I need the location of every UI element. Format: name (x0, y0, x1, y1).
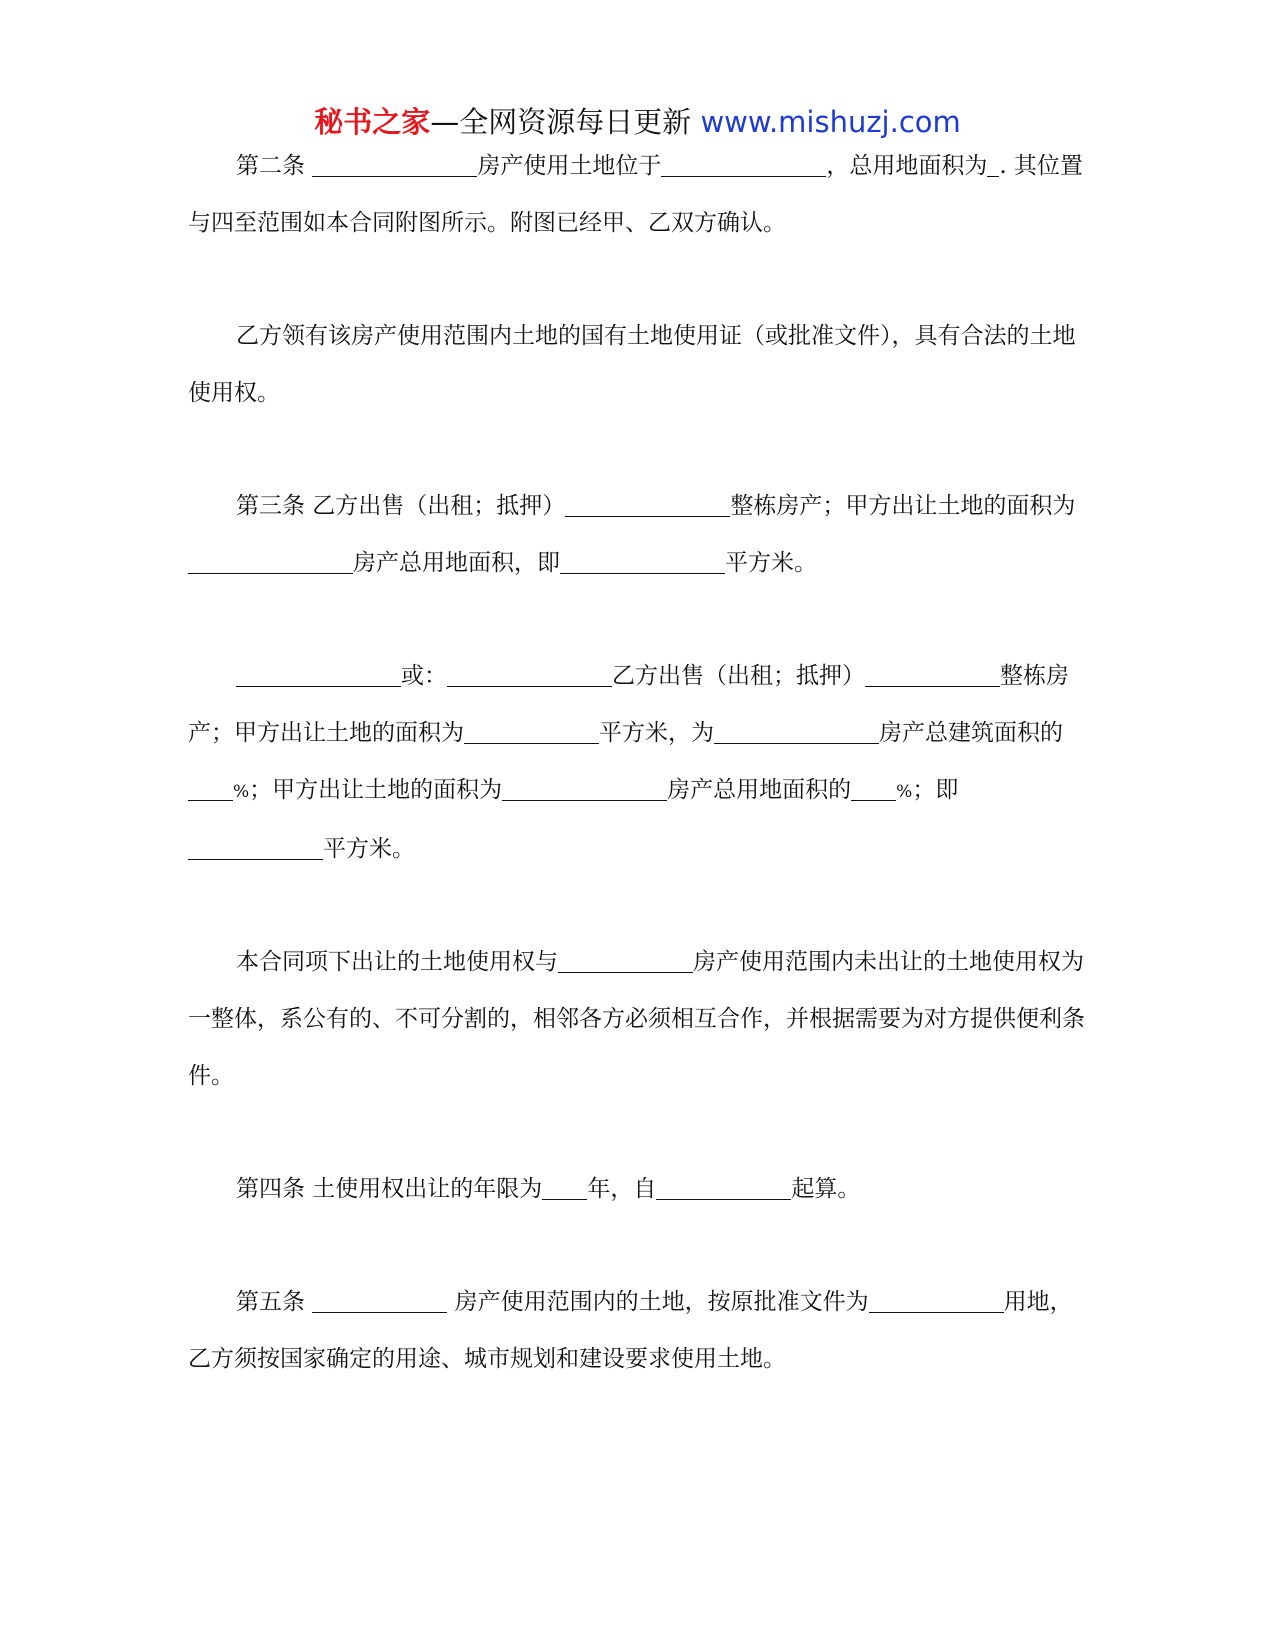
blank-field[interactable] (558, 948, 693, 973)
blank-field[interactable] (987, 152, 999, 177)
article-2-text: ，总用地面积为 (826, 153, 988, 179)
article-3-label: 第三条 乙方出售（出租；抵押） (236, 493, 566, 519)
article-4-text: 起算。 (791, 1176, 861, 1202)
alt-text: 平方米。 (323, 836, 415, 862)
article-3-text: 房产总用地面积，即 (353, 550, 560, 576)
blank-field[interactable] (865, 662, 1000, 687)
blank-field[interactable] (851, 776, 896, 801)
alternative-clause (188, 648, 1090, 878)
percent-sign: % (233, 782, 250, 802)
blank-field[interactable] (502, 776, 667, 801)
blank-field[interactable] (188, 549, 353, 574)
article-5 (188, 1274, 1090, 1388)
blank-field[interactable] (188, 835, 323, 860)
alt-text: 平方米，为 (599, 720, 714, 746)
blank-field[interactable] (714, 719, 879, 744)
article-3-text: 平方米。 (725, 550, 817, 576)
article-2-label: 第二条 (236, 153, 313, 179)
blank-field[interactable] (236, 662, 401, 687)
contract-body (188, 138, 1090, 1444)
site-banner (0, 102, 1275, 142)
article-5-text: 用地，乙方须按国家确定的用途、城市规划和建设要求使用土地。 (188, 1289, 1073, 1372)
paragraph-whole-rights (188, 934, 1090, 1105)
blank-field[interactable] (661, 152, 826, 177)
banner-brand: 秘书之家 (314, 105, 431, 139)
alt-text: 房产总建筑面积的 (879, 720, 1063, 746)
banner-tagline: —全网资源每日更新 (430, 105, 701, 139)
paragraph-text: 乙方领有该房产使用范围内土地的国有土地使用证（或批准文件），具有合法的土地使用权。 (188, 323, 1076, 406)
paragraph-text: 本合同项下出让的土地使用权与 (236, 949, 558, 975)
article-2 (188, 138, 1090, 252)
blank-field[interactable] (656, 1175, 791, 1200)
blank-field[interactable] (188, 776, 233, 801)
article-4-label: 第四条 土使用权出让的年限为 (236, 1176, 543, 1202)
percent-sign: % (896, 782, 913, 802)
alt-text: 或： (401, 663, 447, 689)
blank-field[interactable] (312, 152, 477, 177)
blank-field[interactable] (560, 549, 725, 574)
article-2-text: . 其位置与四至范围如本合同附图所示。附图已经甲、乙双方确认。 (188, 153, 1083, 236)
blank-field[interactable] (447, 662, 612, 687)
article-2-text: 房产使用土地位于 (477, 153, 662, 179)
blank-field[interactable] (542, 1175, 587, 1200)
article-3 (188, 478, 1090, 592)
alt-text: 房产总用地面积的 (667, 777, 852, 803)
article-3-text: 整栋房产；甲方出让土地的面积为 (730, 493, 1076, 519)
paragraph-text: 房产使用范围内未出让的土地使用权为一整体，系公有的、不可分割的，相邻各方必须相互合作，并根据需要为对方提供便利条件。 (188, 949, 1085, 1089)
article-4 (188, 1161, 1090, 1218)
alt-text: 乙方出售（出租；抵押） (612, 663, 865, 689)
blank-field[interactable] (464, 719, 599, 744)
article-4-text: 年，自 (587, 1176, 657, 1202)
banner-url[interactable]: www.mishuzj.com (700, 105, 961, 139)
article-5-text: 房产使用范围内的土地，按原批准文件为 (447, 1289, 869, 1315)
paragraph-land-rights (188, 308, 1090, 422)
blank-field[interactable] (312, 1288, 447, 1313)
blank-field[interactable] (565, 492, 730, 517)
alt-text: 整栋房产；甲方出让土地的面积为 (188, 663, 1069, 746)
alt-text: ；甲方出让土地的面积为 (249, 777, 503, 803)
blank-field[interactable] (869, 1288, 1004, 1313)
alt-text: ；即 (912, 777, 959, 803)
article-5-label: 第五条 (236, 1289, 313, 1315)
